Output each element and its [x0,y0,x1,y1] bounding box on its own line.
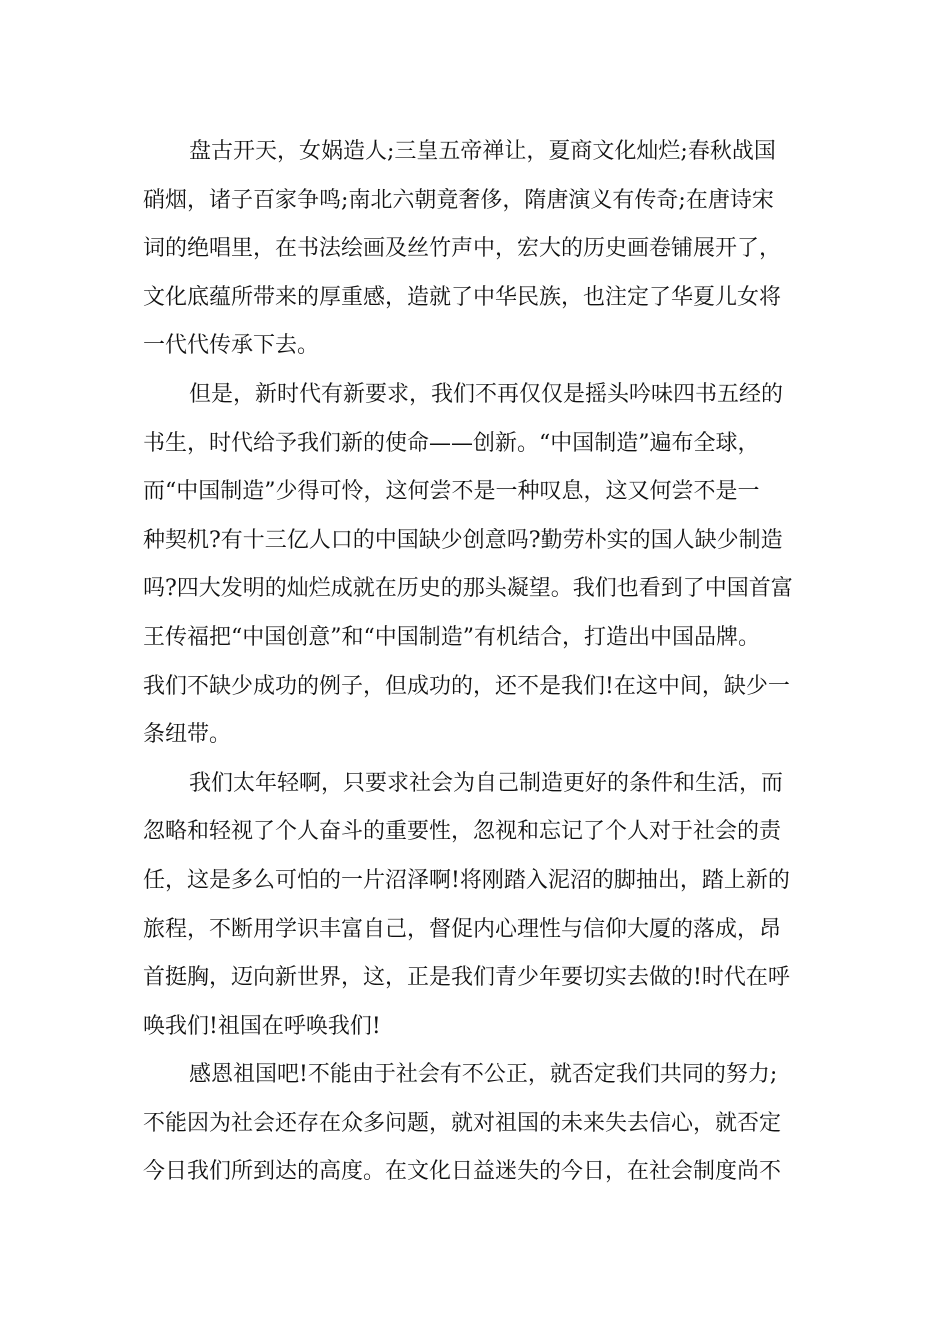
paragraph-3-line-4: 旅程，不断用学识丰富自己，督促内心理性与信仰大厦的落成，昂 [143,916,782,942]
paragraph-1-line-5: 一代代传承下去。 [143,333,320,359]
paragraph-3-line-1: 我们太年轻啊，只要求社会为自己制造更好的条件和生活，而 [189,770,784,796]
paragraph-2-line-6: 王传福把“中国创意”和“中国制造”有机结合，打造出中国品牌。 [143,624,760,650]
paragraph-2-line-7: 我们不缺少成功的例子，但成功的，还不是我们!在这中间，缺少一 [143,673,790,699]
paragraph-1-line-2: 硝烟，诸子百家争鸣;南北六朝竟奢侈，隋唐演义有传奇;在唐诗宋 [143,187,774,213]
paragraph-3-line-2: 忽略和轻视了个人奋斗的重要性，忽视和忘记了个人对于社会的责 [143,819,782,845]
paragraph-3-line-3: 任，这是多么可怕的一片沼泽啊!将刚踏入泥沼的脚抽出，踏上新的 [143,867,790,893]
paragraph-3-line-5: 首挺胸，迈向新世界，这，正是我们青少年要切实去做的!时代在呼 [143,965,790,991]
document-body [143,128,813,1197]
paragraph-2-line-1: 但是，新时代有新要求，我们不再仅仅是摇头吟味四书五经的 [189,381,784,407]
paragraph-2-line-8: 条纽带。 [143,722,232,748]
paragraph-2-line-2: 书生，时代给予我们新的使命——创新。“中国制造”遍布全球， [143,430,760,456]
paragraph-4-line-2: 不能因为社会还存在众多问题，就对祖国的未来失去信心，就否定 [143,1110,782,1136]
paragraph-1-line-3: 词的绝唱里，在书法绘画及丝竹声中，宏大的历史画卷铺展开了， [143,236,782,262]
paragraph-2-line-3: 而“中国制造”少得可怜，这何尝不是一种叹息，这又何尝不是一 [143,479,760,505]
paragraph-1-line-1: 盘古开天，女娲造人;三皇五帝禅让，夏商文化灿烂;春秋战国 [189,139,776,164]
paragraph-4-line-3: 今日我们所到达的高度。在文化日益迷失的今日，在社会制度尚不 [143,1159,782,1185]
paragraph-2-line-4: 种契机?有十三亿人口的中国缺少创意吗?勤劳朴实的国人缺少制造 [143,527,783,553]
paragraph-4-line-1: 感恩祖国吧!不能由于社会有不公正，就否定我们共同的努力; [189,1062,778,1088]
paragraph-2-line-5: 吗?四大发明的灿烂成就在历史的那头凝望。我们也看到了中国首富 [143,576,793,602]
paragraph-1-line-4: 文化底蕴所带来的厚重感，造就了中华民族，也注定了华夏儿女将 [143,284,782,310]
paragraph-3-line-6: 唤我们!祖国在呼唤我们! [143,1013,381,1039]
